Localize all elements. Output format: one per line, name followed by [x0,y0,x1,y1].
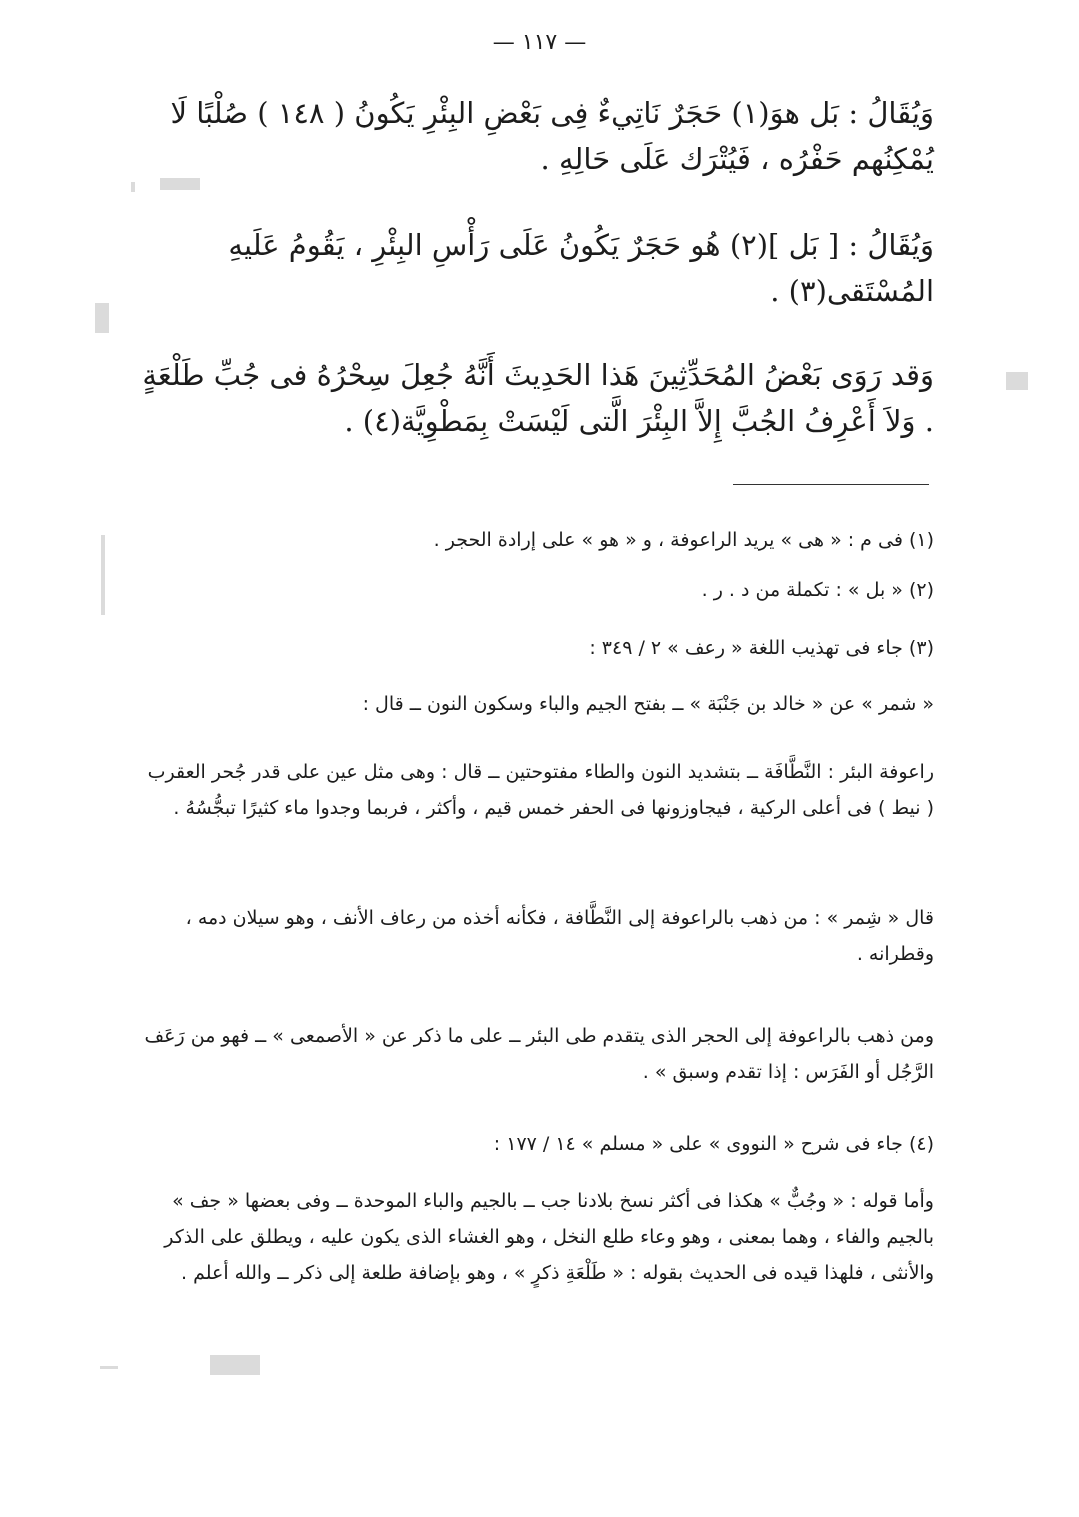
footnote-4-paragraph: وأما قوله : « وجُبٌّ » هكذا فى أكثر نسخ بلادنا جب ــ بالجيم والباء الموحدة ــ وفى بعضها « جف » بالجيم والفاء ، وهما بمعنى ، وهو وعاء طلع النخل ، وهو الغشاء الذى يكون عليه ، ويطلق على الذكر والأنثى ، فلهذا قيده فى الحديث بقوله : « طَلْعَةِ ذكرٍ » ، وهو بإضافة طلعة إلى ذكر ــ والله أعلم . [164,1190,934,1285]
main-paragraph-1: وَيُقَالُ : بَل هوَ(١) حَجَرٌ نَاتِيءٌ فِى بَعْضِ البِئْرِ يَكُونُ ( ١٤٨ ) صُلْبًا لَا يُمْكِنُهم حَفْرُه ، فَيُتْرَك عَلَى حَالِهِ . [170,96,934,177]
scan-artifact [160,178,200,190]
footnote-4: (٤) جاء فى شرح « النووى » على « مسلم » ١٤ / ١٧٧ : [493,1133,934,1155]
scan-artifact [210,1355,260,1375]
footnote-3-paragraph-3: ومن ذهب بالراعوفة إلى الحجر الذى يتقدم طى البئر ــ على ما ذكر عن « الأصمعى » ــ فهو من رَعَف الرَّجُل أو الفَرَس : إذا تقدم وسبق » . [144,1025,934,1084]
main-paragraph-3: وَقد رَوَى بَعْضُ المُحَدِّثِينَ هَذا الحَدِيثَ أَنَّهُ جُعِلَ سِحْرُهُ فى جُبِّ طَلْعَةٍ . وَلاَ أَعْرِفُ الجُبَّ إِلاَّ البِئْرَ الَّتى لَيْسَتْ بِمَطْوِيَّة(٤) . [142,358,934,439]
footnote-3-paragraph-1: راعوفة البئر : النَّطَّافَة ــ بتشديد النون والطاء مفتوحتين ــ قال : وهى مثل عين على قدر جُحر العقرب ( نيط ) فى أعلى الركية ، فيجاوزونها فى الحفر خمس قيم ، وأكثر ، فربما وجدوا ماء كثيرًا تبجُّسُهُ . [147,761,934,820]
footnote-3-paragraph-2: قال « شِمر » : من ذهب بالراعوفة إلى النَّطَّافة ، فكأنه أخذه من رعاف الأنف ، وهو سيلان دمه ، وقطرانه . [185,907,934,966]
page-number: — ١١٧ — [492,30,587,55]
footnote-separator [733,484,929,485]
scan-artifact [101,535,105,615]
footnote-3: (٣) جاء فى تهذيب اللغة « رعف » ٢ / ٣٤٩ : [589,637,934,659]
footnote-2: (٢) « بل » : تكملة من د . ر . [701,579,934,601]
footnote-3-line-2: « شمر » عن « خالد بن جَنْبَة » ــ بفتح الجيم والباء وسكون النون ــ قال : [362,693,934,715]
main-paragraph-2: وَيُقَالُ : [ بَل ](٢) هُو حَجَرٌ يَكُونُ عَلَى رَأْسِ البِئْرِ ، يَقُومُ عَلَيهِ المُسْتَقى(٣) . [228,228,934,309]
scan-artifact [95,303,109,333]
scan-artifact [131,182,135,192]
scan-artifact [100,1366,118,1369]
scan-artifact [1006,372,1028,390]
footnote-1: (١) فى م : « هى » يريد الراعوفة ، و « هو » على إرادة الحجر . [433,529,934,551]
